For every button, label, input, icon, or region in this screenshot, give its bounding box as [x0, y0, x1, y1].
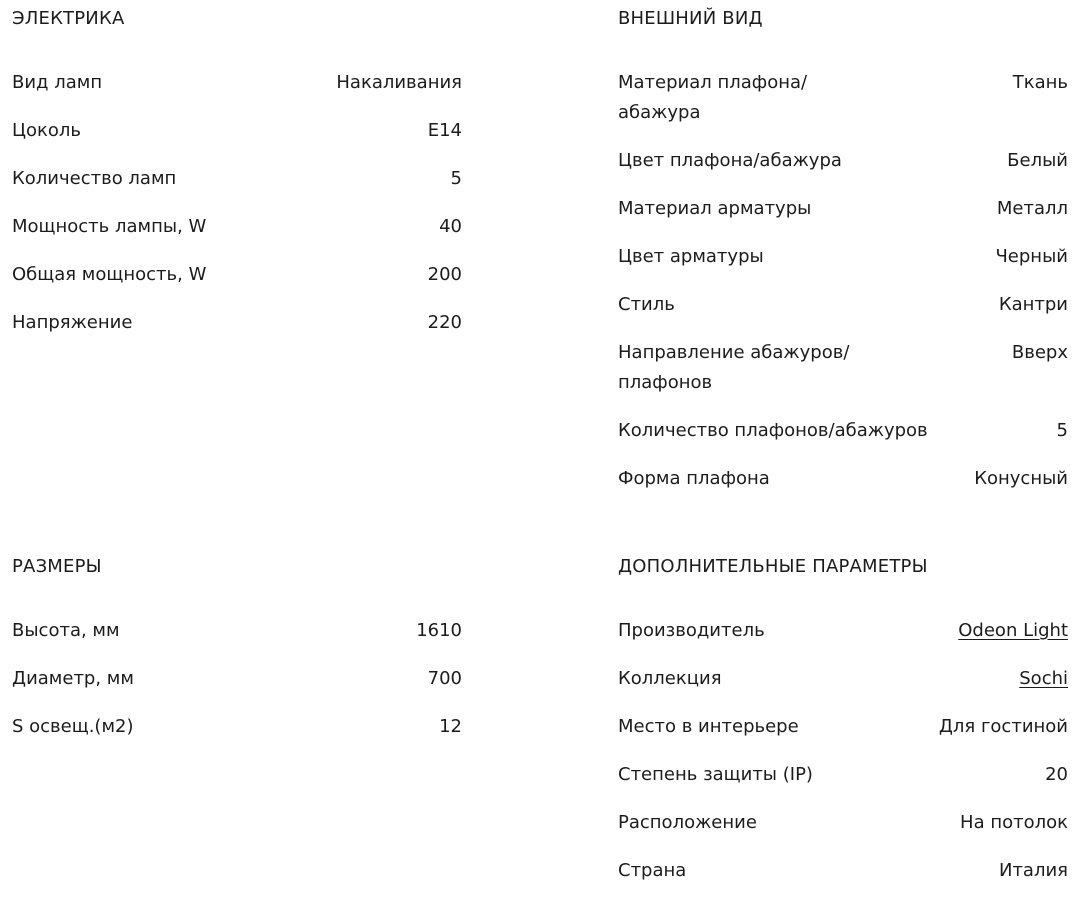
spec-label: Цвет плафона/абажура	[618, 150, 842, 171]
spec-label: Производитель	[618, 620, 765, 641]
spec-value: Накаливания	[336, 72, 462, 93]
section-dop-parametry	[618, 548, 1068, 904]
spec-value: 40	[439, 216, 462, 237]
spec-row-shade-direction	[618, 338, 1068, 398]
spec-value: Вверх	[1011, 342, 1068, 363]
spec-label: Цвет арматуры	[618, 246, 764, 267]
spec-row-placement	[618, 808, 1068, 838]
spec-label: Количество ламп	[12, 168, 177, 189]
spec-value: Италия	[998, 860, 1068, 881]
spec-label: Высота, мм	[12, 620, 120, 641]
spec-list	[12, 616, 462, 742]
section-title: ВНЕШНИЙ ВИД	[618, 8, 763, 29]
spec-row-voltage	[12, 308, 462, 338]
spec-row-shade-count	[618, 416, 1068, 446]
spec-label: Форма плафона	[618, 468, 770, 489]
spec-row-style	[618, 290, 1068, 320]
spec-label: S освещ.(м2)	[12, 716, 134, 737]
spec-value: 700	[427, 668, 462, 689]
spec-value: Для гостиной	[938, 716, 1068, 737]
spec-label: Степень защиты (IP)	[618, 764, 813, 785]
spec-value: 5	[1056, 420, 1068, 441]
spec-value: 200	[427, 264, 462, 285]
spec-row-lamp-count	[12, 164, 462, 194]
spec-label: Количество плафонов/абажуров	[618, 420, 928, 441]
spec-value: 220	[427, 312, 462, 333]
spec-label: Материал плафона/абажура	[618, 72, 808, 123]
spec-value: 12	[439, 716, 462, 737]
spec-row-ip	[618, 760, 1068, 790]
spec-label: Направление абажуров/ плафонов	[618, 342, 850, 393]
spec-value: E14	[427, 120, 462, 141]
spec-row-lamp-power	[12, 212, 462, 242]
spec-label: Общая мощность, W	[12, 264, 207, 285]
spec-value: 1610	[416, 620, 462, 641]
spec-row-socket	[12, 116, 462, 146]
spec-row-diameter	[12, 664, 462, 694]
spec-value: Металл	[996, 198, 1068, 219]
spec-row-shade-material	[618, 68, 1068, 128]
spec-value: Конусный	[974, 468, 1068, 489]
spec-label: Страна	[618, 860, 687, 881]
manufacturer-link[interactable]: Odeon Light	[958, 620, 1068, 641]
section-title: ДОПОЛНИТЕЛЬНЫЕ ПАРАМЕТРЫ	[618, 556, 928, 577]
spec-value: На потолок	[960, 812, 1068, 833]
spec-row-country	[618, 856, 1068, 886]
section-vneshniy-vid	[618, 0, 1068, 512]
section-razmery	[12, 548, 462, 760]
spec-row-height	[12, 616, 462, 646]
spec-label: Стиль	[618, 294, 675, 315]
collection-link[interactable]: Sochi	[1019, 668, 1068, 689]
spec-label: Мощность лампы, W	[12, 216, 207, 237]
spec-row-shade-shape	[618, 464, 1068, 494]
spec-list	[618, 616, 1068, 886]
spec-label: Напряжение	[12, 312, 133, 333]
spec-list	[618, 68, 1068, 494]
spec-row-room	[618, 712, 1068, 742]
spec-row-shade-color	[618, 146, 1068, 176]
spec-label: Диаметр, мм	[12, 668, 134, 689]
spec-row-frame-color	[618, 242, 1068, 272]
spec-value: 20	[1045, 764, 1068, 785]
section-title: РАЗМЕРЫ	[12, 556, 102, 577]
spec-label: Материал арматуры	[618, 198, 812, 219]
spec-row-total-power	[12, 260, 462, 290]
spec-row-frame-material	[618, 194, 1068, 224]
spec-label: Место в интерьере	[618, 716, 799, 737]
spec-value: 5	[450, 168, 462, 189]
spec-list	[12, 68, 462, 338]
spec-row-lamp-type	[12, 68, 462, 98]
spec-row-collection	[618, 664, 1068, 694]
spec-label: Коллекция	[618, 668, 722, 689]
spec-label: Вид ламп	[12, 72, 103, 93]
spec-row-area	[12, 712, 462, 742]
spec-value: Кантри	[998, 294, 1068, 315]
spec-value: Черный	[995, 246, 1068, 267]
section-elektrika	[12, 0, 462, 356]
spec-label: Цоколь	[12, 120, 81, 141]
spec-row-manufacturer	[618, 616, 1068, 646]
spec-value: Ткань	[1012, 72, 1068, 93]
spec-label: Расположение	[618, 812, 757, 833]
spec-value: Белый	[1007, 150, 1068, 171]
section-title: ЭЛЕКТРИКА	[12, 8, 125, 29]
